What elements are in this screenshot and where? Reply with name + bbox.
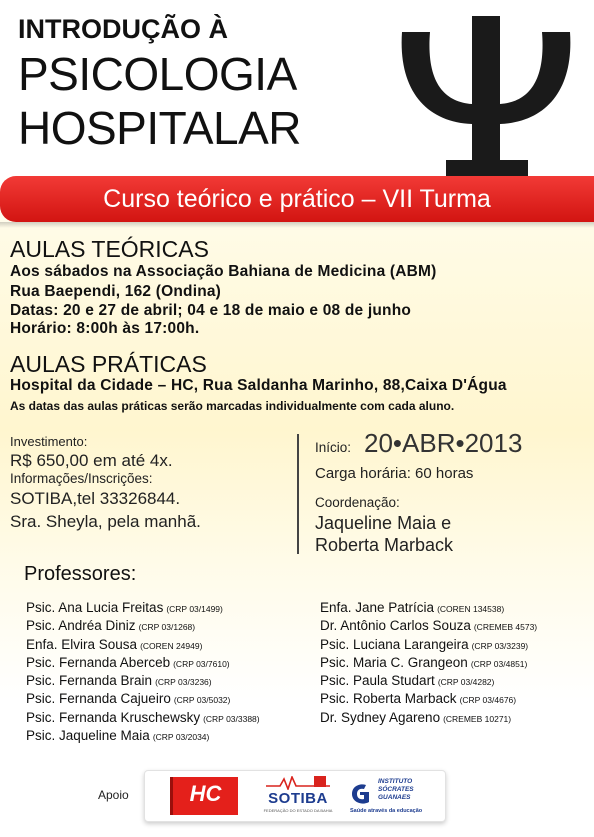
teoricas-heading: AULAS TEÓRICAS: [10, 236, 209, 262]
sotiba-logo-text: SOTIBA: [268, 790, 328, 807]
list-item: Psic. Luciana Larangeira (CRP 03/3239): [320, 636, 529, 652]
contact-label: Informações/Inscrições:: [10, 471, 153, 486]
isg-tagline: Saúde através da educação: [350, 808, 423, 814]
title-line-3: HOSPITALAR: [18, 102, 301, 154]
list-item: Enfa. Elvira Sousa (COREN 24949): [26, 636, 203, 652]
praticas-line-2: As datas das aulas práticas serão marcadas individualmente com cada aluno.: [10, 399, 455, 413]
professores-left-list: [26, 600, 260, 746]
banner-shadow: [0, 222, 594, 228]
coordenador-2: Roberta Marback: [315, 535, 454, 555]
investimento-label: Investimento:: [10, 434, 88, 449]
list-item: Psic. Andréa Diniz (CRP 03/1268): [26, 618, 196, 634]
praticas-heading: AULAS PRÁTICAS: [10, 351, 207, 377]
teoricas-line-1: Aos sábados na Associação Bahiana de Medicina (ABM): [10, 263, 437, 280]
divider-line: [297, 434, 299, 554]
list-item: Psic. Maria C. Grangeon (CRP 03/4851): [320, 654, 528, 670]
hc-logo-text: HC: [189, 781, 222, 806]
list-item: Psic. Fernanda Kruschewsky (CRP 03/3388): [26, 709, 260, 725]
list-item: Psic. Fernanda Cajueiro (CRP 03/5032): [26, 691, 231, 707]
list-item: Psic. Fernanda Aberceb (CRP 03/7610): [26, 654, 230, 670]
list-item: Psic. Jaqueline Maia (CRP 03/2034): [26, 728, 210, 744]
carga-horaria: Carga horária: 60 horas: [315, 465, 474, 482]
list-item: Psic. Ana Lucia Freitas (CRP 03/1499): [26, 600, 223, 615]
heartbeat-icon: [266, 776, 330, 790]
isg-logo: [350, 776, 436, 818]
inicio-label: Início:: [315, 440, 352, 455]
list-item: Dr. Sydney Agareno (CREMEB 10271): [320, 709, 512, 725]
title-line-1: INTRODUÇÃO À: [18, 14, 228, 44]
teoricas-line-2: Rua Baependi, 162 (Ondina): [10, 283, 222, 300]
sotiba-small-text: FEDERAÇÃO DO ESTADO DA BAHIA: [263, 808, 333, 813]
list-item: Psic. Fernanda Brain (CRP 03/3236): [26, 673, 212, 689]
list-item: Psic. Roberta Marback (CRP 03/4676): [320, 691, 517, 707]
hc-logo: [170, 777, 238, 815]
inicio-date: 20•ABR•2013: [364, 428, 523, 458]
contact-person: Sra. Sheyla, pela manhã.: [10, 512, 201, 531]
sotiba-logo: [258, 776, 338, 818]
apoio-label: Apoio: [98, 788, 129, 802]
banner-text: Curso teórico e prático – VII Turma: [103, 185, 491, 213]
psi-symbol-icon: [396, 10, 576, 178]
teoricas-line-3: Datas: 20 e 27 de abril; 04 e 18 de maio e 08 de junho: [10, 302, 412, 319]
professores-right-list: [320, 600, 537, 728]
title-line-2: PSICOLOGIA: [18, 48, 297, 100]
coordenador-1: Jaqueline Maia e: [315, 513, 452, 533]
isg-mark-icon: [350, 782, 376, 806]
investimento-value: R$ 650,00 em até 4x.: [10, 451, 173, 470]
isg-logo-text: INSTITUTO SÓCRATES GUANAES: [378, 778, 414, 801]
list-item: Psic. Paula Studart (CRP 03/4282): [320, 673, 495, 689]
list-item: Dr. Antônio Carlos Souza (CREMEB 4573): [320, 618, 538, 634]
coordenacao-label: Coordenação:: [315, 495, 400, 510]
praticas-line-1: Hospital da Cidade – HC, Rua Saldanha Marinho, 88,Caixa D'Água: [10, 377, 507, 394]
contact-phone: SOTIBA,tel 33326844.: [10, 489, 181, 508]
professores-heading: Professores:: [24, 563, 137, 585]
teoricas-line-4: Horário: 8:00h às 17:00h.: [10, 320, 200, 337]
list-item: Enfa. Jane Patrícia (COREN 134538): [320, 600, 505, 615]
